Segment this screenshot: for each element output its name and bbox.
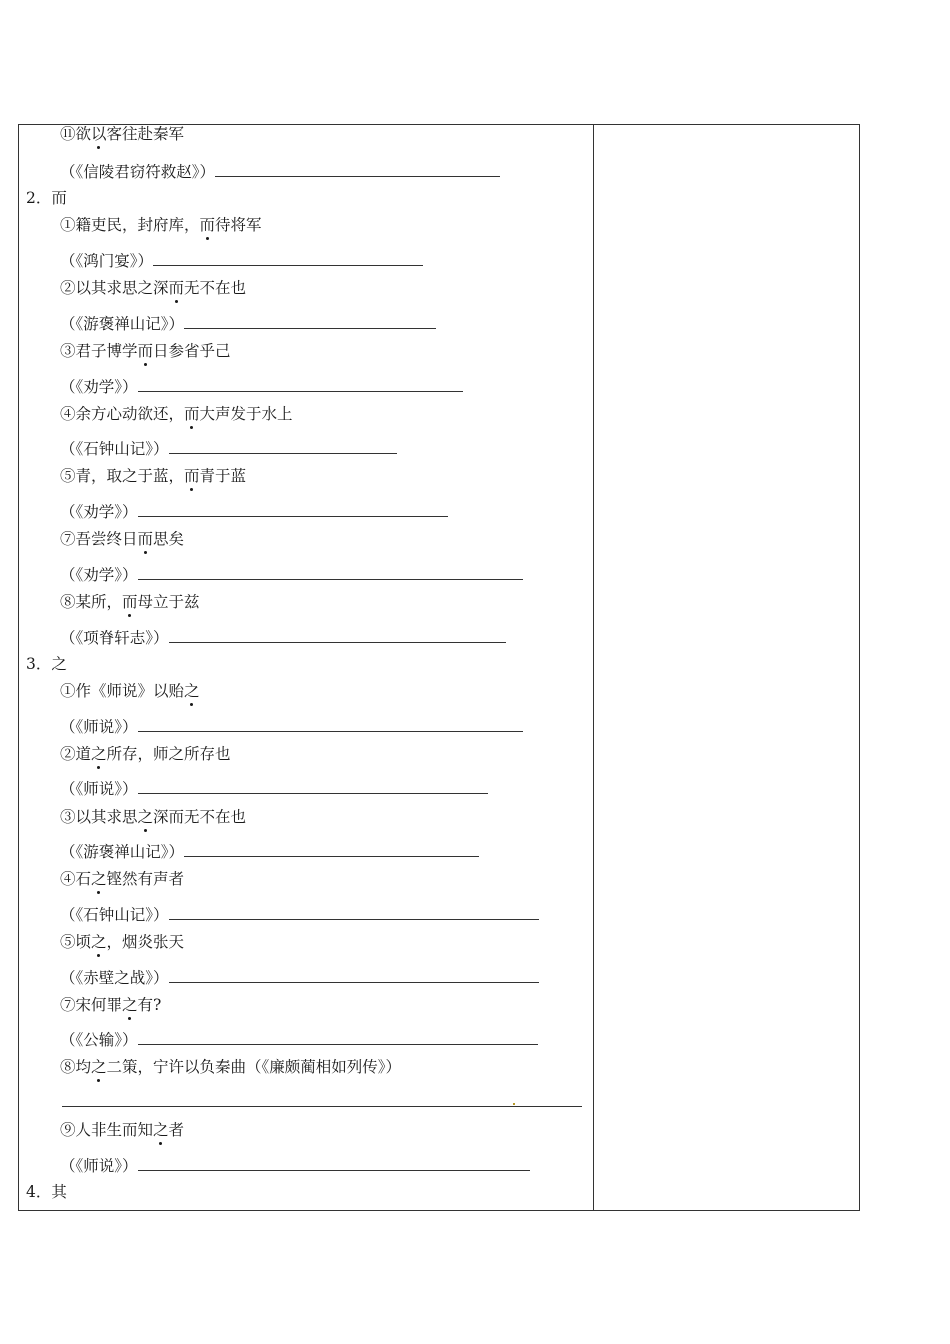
- source-title: （《项脊轩志》）: [60, 629, 169, 647]
- sentence-text: ③以其求思: [60, 808, 138, 826]
- source-line: [60, 502, 448, 521]
- source-line: [60, 779, 488, 798]
- exercise-sentence: [60, 530, 184, 548]
- source-line: [60, 842, 479, 861]
- answer-blank[interactable]: [138, 717, 523, 732]
- exercise-sentence: [60, 745, 231, 763]
- answer-blank[interactable]: [138, 1030, 538, 1045]
- source-line: [60, 439, 397, 458]
- sentence-text: ⑧某所，: [60, 593, 123, 611]
- exercise-sentence: [60, 405, 293, 423]
- emphasized-character: 而: [137, 530, 154, 548]
- exercise-sentence: [60, 593, 200, 611]
- source-title: （《游褒禅山记》）: [60, 843, 185, 861]
- source-line: [60, 1156, 530, 1175]
- exercise-sentence: [60, 682, 200, 700]
- exercise-column: [18, 124, 593, 1211]
- source-title: （《信陵君窃符救赵》）: [60, 163, 216, 181]
- sentence-text: ⑨人非生而知: [60, 1121, 154, 1139]
- source-title: （《劝学》）: [60, 566, 138, 584]
- sentence-text: 思矣: [153, 530, 185, 548]
- exercise-sentence: [60, 870, 184, 888]
- section-heading: 3．之: [26, 655, 67, 673]
- answer-blank[interactable]: [169, 905, 539, 920]
- emphasized-character: 之: [122, 996, 138, 1014]
- emphasized-character: 而: [122, 593, 138, 611]
- source-title: （《石钟山记》）: [60, 440, 169, 458]
- source-line: [60, 628, 506, 647]
- source-title: （《师说》）: [60, 1157, 138, 1175]
- sentence-text: ②以其求思之深: [60, 279, 169, 297]
- source-line: [60, 1030, 538, 1049]
- exercise-sentence: [60, 279, 246, 297]
- source-title: （《石钟山记》）: [60, 906, 169, 924]
- answer-blank[interactable]: [169, 439, 397, 454]
- source-line: [60, 905, 539, 924]
- answer-blank[interactable]: [138, 565, 523, 580]
- exercise-sentence: [60, 808, 246, 826]
- exercise-sentence: [60, 933, 184, 951]
- answer-blank[interactable]: [138, 502, 448, 517]
- source-line: [60, 565, 523, 584]
- sentence-text: ①籍吏民，封府库，: [60, 216, 200, 234]
- answer-blank[interactable]: [138, 779, 488, 794]
- exercise-sentence: [60, 216, 262, 234]
- source-line: [60, 162, 500, 181]
- notes-column: [594, 124, 860, 1211]
- sentence-text: 铿然有声者: [106, 870, 185, 888]
- sentence-text: 深而无不在也: [153, 808, 247, 826]
- emphasized-character: 以: [91, 125, 107, 143]
- answer-blank[interactable]: [169, 628, 506, 643]
- sentence-text: 母立于兹: [137, 593, 200, 611]
- source-title: （《劝学》）: [60, 503, 138, 521]
- exercise-sentence: [60, 996, 161, 1014]
- sentence-text: 所存，师之所存也: [106, 745, 231, 763]
- emphasized-character: 之: [91, 870, 107, 888]
- emphasized-character: 而: [184, 405, 200, 423]
- sentence-text: 待将军: [215, 216, 262, 234]
- source-title: （《师说》）: [60, 718, 138, 736]
- emphasized-character: 之: [153, 1121, 169, 1139]
- sentence-text: ③君子博学: [60, 342, 138, 360]
- emphasized-character: 而: [137, 342, 154, 360]
- source-line: [60, 968, 539, 987]
- exercise-sentence: [60, 1121, 184, 1139]
- emphasized-character: 之: [91, 933, 107, 951]
- exercise-sentence: [60, 125, 184, 143]
- section-heading: 2．而: [26, 189, 67, 207]
- source-line: [60, 251, 423, 270]
- answer-blank[interactable]: [153, 251, 423, 266]
- sentence-text: ⑧均: [60, 1058, 92, 1076]
- source-title: （《师说》）: [60, 780, 138, 798]
- source-title: （《公输》）: [60, 1031, 138, 1049]
- sentence-text: ④余方心动欲还，: [60, 405, 185, 423]
- sentence-text: ⑦宋何罪: [60, 996, 123, 1014]
- sentence-text: ，烟炎张天: [106, 933, 185, 951]
- source-line: [60, 717, 523, 736]
- answer-blank[interactable]: [169, 968, 539, 983]
- section-heading: 4．其: [26, 1183, 67, 1201]
- sentence-text: 无不在也: [184, 279, 247, 297]
- stray-mark: [513, 1103, 515, 1105]
- sentence-text: ⑤顷: [60, 933, 92, 951]
- sentence-text: 有?: [137, 996, 162, 1014]
- sentence-text: 日参省乎己: [153, 342, 231, 360]
- answer-blank[interactable]: [138, 1156, 530, 1171]
- answer-blank[interactable]: [138, 377, 463, 392]
- emphasized-character: 之: [91, 745, 107, 763]
- answer-blank[interactable]: [215, 162, 500, 177]
- emphasized-character: 而: [184, 467, 200, 485]
- sentence-text: 者: [168, 1121, 185, 1139]
- sentence-text: ②道: [60, 745, 92, 763]
- emphasized-character: 而: [168, 279, 185, 297]
- emphasized-character: 之: [91, 1058, 107, 1076]
- source-title: （《游褒禅山记》）: [60, 315, 185, 333]
- sentence-text: ⑪欲: [60, 125, 92, 143]
- sentence-text: ⑤青，取之于蓝，: [60, 467, 185, 485]
- emphasized-character: 之: [137, 808, 154, 826]
- source-title: （《赤壁之战》）: [60, 969, 169, 987]
- source-title: （《劝学》）: [60, 378, 138, 396]
- exercise-sentence: [60, 467, 246, 485]
- sentence-text: ⑦吾尝终日: [60, 530, 138, 548]
- sentence-text: 大声发于水上: [199, 405, 293, 423]
- answer-blank[interactable]: [62, 1106, 582, 1107]
- exercise-sentence: [60, 342, 231, 360]
- sentence-text: ④石: [60, 870, 92, 888]
- exercise-sentence: [60, 1058, 401, 1076]
- emphasized-character: 之: [184, 682, 200, 700]
- answer-blank[interactable]: [184, 314, 436, 329]
- source-line: [60, 314, 436, 333]
- source-line: [60, 377, 463, 396]
- sentence-text: 客往赴秦军: [106, 125, 185, 143]
- sentence-text: ①作《师说》以贻: [60, 682, 185, 700]
- source-title: （《鸿门宴》）: [60, 252, 154, 270]
- sentence-text: 二策，宁许以负秦曲（《廉颇蔺相如列传》）: [106, 1058, 402, 1076]
- answer-blank[interactable]: [184, 842, 479, 857]
- emphasized-character: 而: [199, 216, 216, 234]
- sentence-text: 青于蓝: [199, 467, 247, 485]
